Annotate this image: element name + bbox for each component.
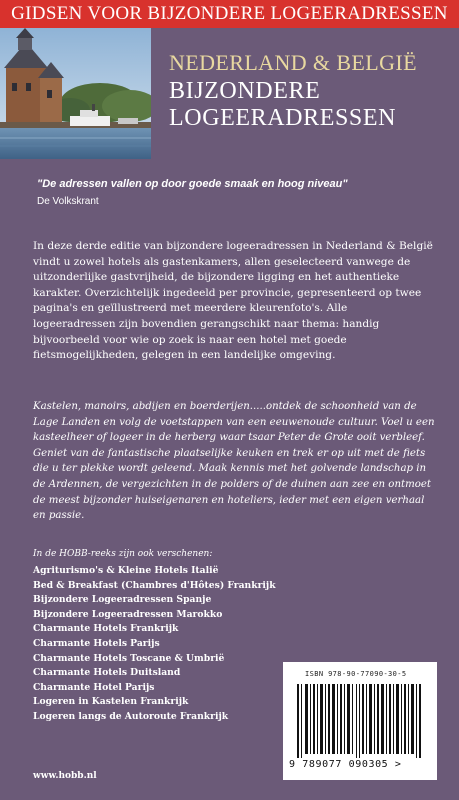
review-quote: "De adressen vallen op door goede smaak en hoog niveau" — [37, 178, 348, 190]
website-link[interactable]: www.hobb.nl — [33, 771, 97, 781]
barcode-box — [283, 662, 437, 780]
series-item: Charmante Hotels Parijs — [33, 637, 160, 649]
series-item: Charmante Hotels Frankrijk — [33, 623, 179, 635]
series-item: Bed & Breakfast (Chambres d'Hôtes) Frankrijk — [33, 579, 276, 591]
book-description: In deze derde editie van bijzondere logeeradressen in Nederland & België vindt u zowel hotels als gastenkamers, allen geselecteerd vanwege de uitzonderlijke gastvrijheid, de bijzondere ligging en het authentieke karakter. Overzichtelijk ingedeeld per provincie, gepresenteerd op twee pagina's en geïllustreerd met meerdere kleurenfoto's. Alle logeeradressen zijn bovendien gerangschikt naar thema: handig bijvoorbeeld voor wie op zoek is naar een hotel met goede fietsmogelijkheden, gelegen in een landelijke omgeving. — [33, 240, 433, 362]
series-intro: In de HOBB-reeks zijn ook verschenen: — [33, 549, 213, 559]
book-title-line-1: BIJZONDERE — [169, 78, 321, 104]
series-item: Logeren in Kastelen Frankrijk — [33, 696, 189, 708]
cover-title-block — [151, 28, 459, 159]
series-header-bar — [0, 0, 459, 28]
series-item: Charmante Hotels Toscane & Umbrië — [33, 652, 225, 664]
book-teaser: Kastelen, manoirs, abdijen en boerderijen.....ontdek de schoonheid van de Lage Landen en volg de voetstappen van een eeuwenoude cultuur. Voel u een kasteelheer of logeer in de herberg waar tsaar Peter de Grote ooit verbleef. Geniet van de fantastische plaatselijke keuken en trek er op uit met de fiets die u ter plekke wordt geleend. Maak kennis met het golvende landschap in de Ardennen, de vergezichten in de polders of de duinen aan zee en ontmoet de meest bijzonder huiseigenaren en hoteliers, ieder met een eigen verhaal en passie. — [33, 401, 435, 522]
series-title: GIDSEN VOOR BIJZONDERE LOGEERADRESSEN — [11, 3, 448, 24]
series-item: Charmante Hotels Duitsland — [33, 667, 181, 679]
series-item: Agriturismo's & Kleine Hotels Italië — [33, 565, 219, 576]
series-item: Bijzondere Logeeradressen Marokko — [33, 608, 223, 620]
series-item: Charmante Hotel Parijs — [33, 681, 155, 693]
barcode-icon — [297, 684, 423, 758]
series-list — [33, 564, 276, 725]
quote-source: De Volkskrant — [37, 196, 99, 207]
series-item: Bijzondere Logeeradressen Spanje — [33, 594, 212, 606]
isbn-number: ISBN 978-90-77090-30-5 — [305, 670, 407, 678]
book-title — [169, 78, 396, 132]
barcode-digits: 9 789077 090305 > — [289, 759, 402, 770]
book-title-line-2: LOGEERADRESSEN — [169, 105, 397, 131]
series-item: Logeren langs de Autoroute Frankrijk — [33, 710, 229, 722]
country-title: NEDERLAND & BELGIË — [169, 50, 417, 75]
cover-photo — [0, 28, 151, 159]
